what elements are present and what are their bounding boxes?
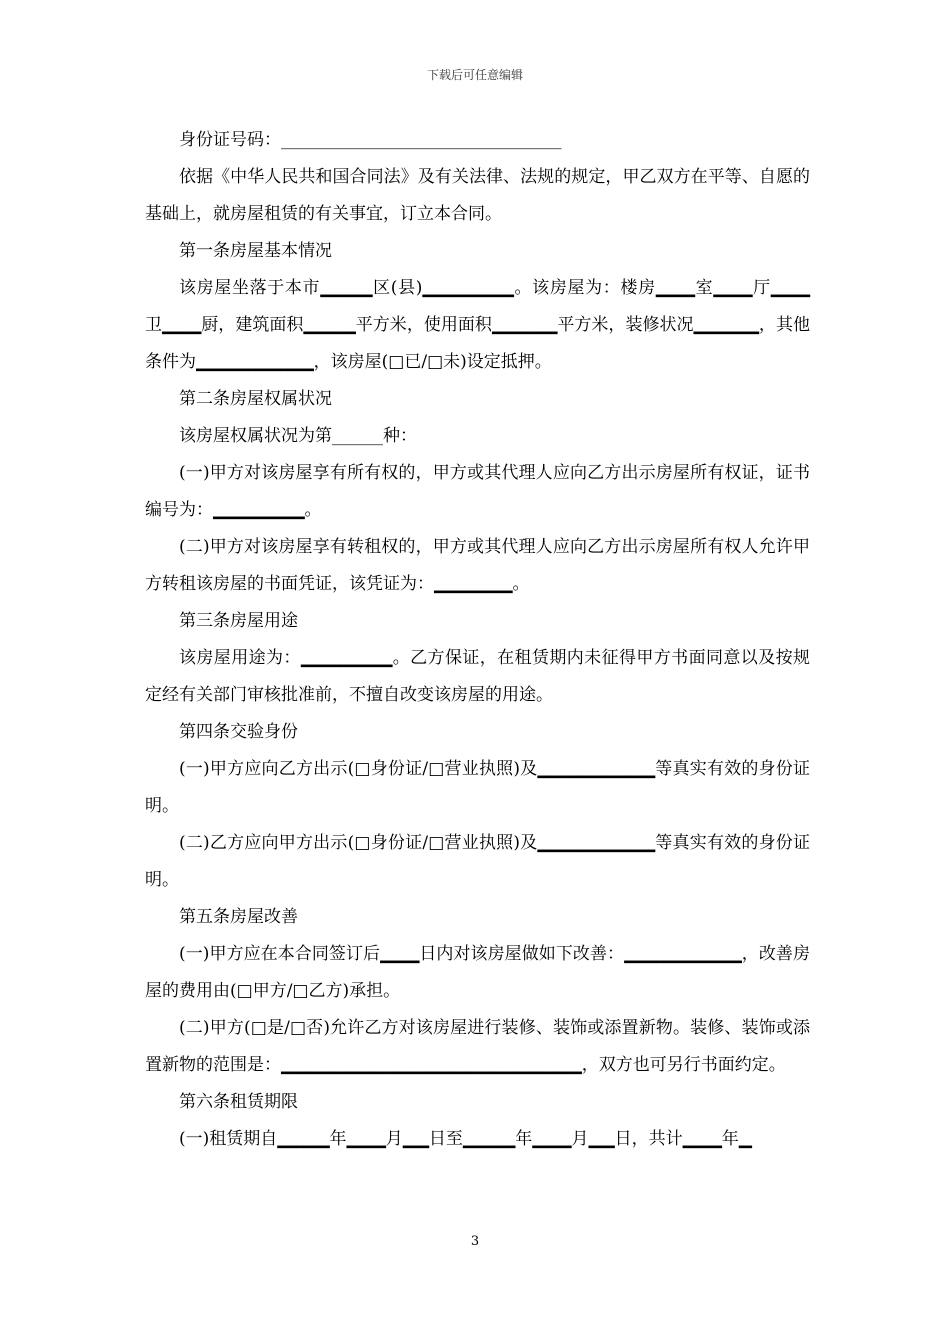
article-2-item-1: (一)甲方对该房屋享有所有权的，甲方或其代理人应向乙方出示房屋所有权证，证书编号为：▁▁▁▁▁▁▁。	[145, 463, 810, 520]
page-number: 3	[470, 1234, 480, 1249]
article-1-body: 该房屋坐落于本市▁▁▁▁区(县)▁▁▁▁▁▁▁。该房屋为：楼房▁▁▁室▁▁▁厅▁▁▁卫▁▁▁厨，建筑面积▁▁▁▁平方米，使用面积▁▁▁▁▁平方米，装修状况▁▁▁▁▁，其他条件为▁▁▁▁▁▁▁▁▁，该房屋(□已/□未)设定抵押。	[145, 278, 810, 372]
article-4-item-1: (一)甲方应向乙方出示(□身份证/□营业执照)及▁▁▁▁▁▁▁▁▁等真实有效的身份证明。	[145, 759, 810, 816]
article-5-heading: 第五条房屋改善	[179, 907, 298, 927]
article-4-item-2: (二)乙方应向甲方出示(□身份证/□营业执照)及▁▁▁▁▁▁▁▁▁等真实有效的身份证明。	[145, 833, 810, 890]
article-3-heading: 第三条房屋用途	[179, 611, 298, 631]
page-header: 下载后可任意编辑	[426, 68, 523, 82]
article-2-intro: 该房屋权属状况为第______种：	[179, 426, 417, 446]
article-4-heading: 第四条交验身份	[179, 722, 298, 742]
document-body	[145, 122, 810, 1158]
article-3-body: 该房屋用途为：▁▁▁▁▁▁▁。乙方保证，在租赁期内未征得甲方书面同意以及按规定经有关部门审核批准前，不擅自改变该房屋的用途。	[145, 648, 810, 705]
article-6-item-1: (一)租赁期自▁▁▁▁年▁▁▁月▁▁日至▁▁▁▁年▁▁▁月▁▁日，共计▁▁▁年▁	[179, 1129, 752, 1149]
article-5-item-2: (二)甲方(□是/□否)允许乙方对该房屋进行装修、装饰或添置新物。装修、装饰或添置新物的范围是：▁▁▁▁▁▁▁▁▁▁▁▁▁▁▁▁▁▁▁▁▁▁▁，双方也可另行书面约定。	[145, 1018, 810, 1075]
article-6-heading: 第六条租赁期限	[179, 1092, 298, 1112]
preamble-paragraph: 依据《中华人民共和国合同法》及有关法律、法规的规定，甲乙双方在平等、自愿的基础上，就房屋租赁的有关事宜，订立本合同。	[145, 167, 810, 224]
id-number-line: 身份证号码：_________________________________	[179, 130, 562, 150]
article-2-item-2: (二)甲方对该房屋享有转租权的，甲方或其代理人应向乙方出示房屋所有权人允许甲方转租该房屋的书面凭证，该凭证为：▁▁▁▁▁▁。	[145, 537, 810, 594]
article-2-heading: 第二条房屋权属状况	[179, 389, 332, 409]
article-5-item-1: (一)甲方应在本合同签订后▁▁▁日内对该房屋做如下改善：▁▁▁▁▁▁▁▁▁，改善房屋的费用由(□甲方/□乙方)承担。	[145, 944, 810, 1001]
article-1-heading: 第一条房屋基本情况	[179, 241, 332, 261]
